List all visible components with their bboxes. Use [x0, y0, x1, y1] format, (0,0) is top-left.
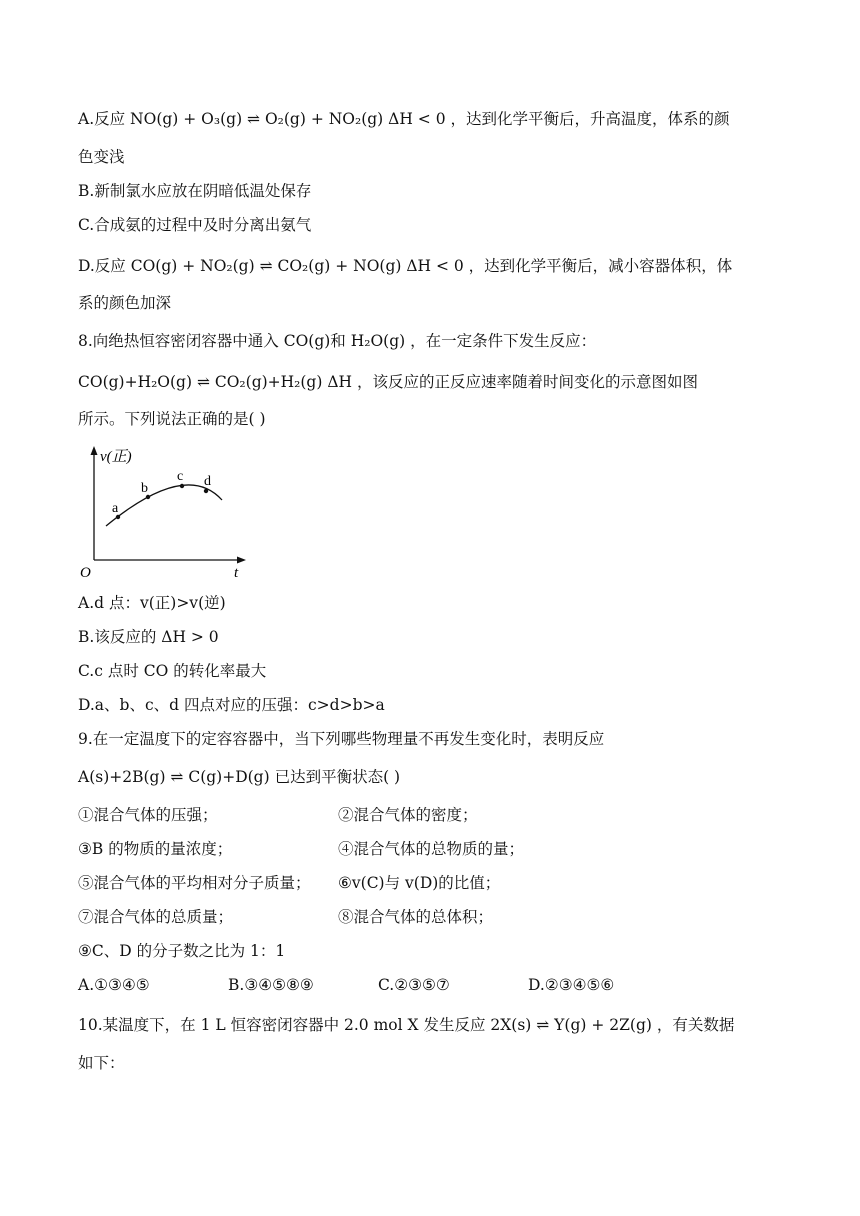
q9-item-3: ③B 的物质的量浓度；: [78, 840, 233, 858]
q8-option-c: C.c 点时 CO 的转化率最大: [78, 662, 267, 680]
q9-stem-line2: A(s)+2B(g) ⇌ C(g)+D(g) 已达到平衡状态( ): [78, 768, 401, 786]
q9-item-8: ⑧混合气体的总体积；: [338, 908, 494, 926]
q9-item-6: ⑥v(C)与 v(D)的比值；: [338, 874, 501, 892]
point-d: [204, 489, 208, 493]
label-b: b: [141, 481, 148, 496]
q10-stem-line2: 如下：: [78, 1054, 125, 1072]
q9-item-7: ⑦混合气体的总质量；: [78, 908, 234, 926]
q9-item-9: ⑨C、D 的分子数之比为 1：1: [78, 942, 286, 960]
x-axis-arrow: [237, 557, 246, 564]
q9-item-1: ①混合气体的压强；: [78, 806, 218, 824]
q7-option-a: A.反应 NO(g) + O₃(g) ⇌ O₂(g) + NO₂(g) ΔH < 0 ，达到化学平衡后，升高温度，体系的颜: [78, 110, 730, 128]
q9-item-4: ④混合气体的总物质的量；: [338, 840, 525, 858]
q9-option-c: C.②③⑤⑦: [378, 976, 450, 994]
label-d: d: [204, 474, 211, 489]
q8-option-d: D.a、b、c、d 四点对应的压强：c>d>b>a: [78, 696, 385, 714]
q7-option-d: D.反应 CO(g) + NO₂(g) ⇌ CO₂(g) + NO(g) ΔH < 0 ，达到化学平衡后，减小容器体积，体: [78, 257, 733, 275]
y-axis-label: v(正): [100, 449, 132, 465]
q8-stem-line3: 所示。下列说法正确的是( ): [78, 410, 266, 428]
q8-option-a: A.d 点：v(正)>v(逆): [78, 594, 226, 612]
q8-option-b: B.该反应的 ΔH > 0: [78, 628, 219, 646]
label-c: c: [177, 469, 184, 484]
q7-option-b: B.新制氯水应放在阴暗低温处保存: [78, 182, 312, 200]
q9-option-b: B.③④⑤⑧⑨: [228, 976, 314, 994]
q7-option-c: C.合成氨的过程中及时分离出氨气: [78, 216, 312, 234]
q8-stem-line1: 8.向绝热恒容密闭容器中通入 CO(g)和 H₂O(g) ，在一定条件下发生反应：: [78, 332, 597, 350]
q9-stem-line1: 9.在一定温度下的定容容器中，当下列哪些物理量不再发生变化时，表明反应: [78, 730, 605, 748]
q7-option-d-cont: 系的颜色加深: [78, 294, 172, 312]
q10-stem-line1: 10.某温度下，在 1 L 恒容密闭容器中 2.0 mol X 发生反应 2X(s) ⇌ Y(g) + 2Z(g) ，有关数据: [78, 1016, 735, 1034]
q9-option-a: A.①③④⑤: [78, 976, 150, 994]
q9-option-d: D.②③④⑤⑥: [528, 976, 615, 994]
y-axis-arrow: [91, 446, 98, 455]
origin-label: O: [80, 565, 91, 580]
q8-stem-line2: CO(g)+H₂O(g) ⇌ CO₂(g)+H₂(g) ΔH ，该反应的正反应速率随着时间变化的示意图如图: [78, 373, 698, 391]
x-axis-label: t: [234, 565, 239, 580]
q9-item-2: ②混合气体的密度；: [338, 806, 478, 824]
q9-item-5: ⑤混合气体的平均相对分子质量；: [78, 874, 311, 892]
q7-option-a-cont: 色变浅: [78, 148, 125, 166]
point-c: [180, 484, 184, 488]
rate-time-graph: [76, 440, 256, 580]
label-a: a: [112, 501, 119, 516]
rate-time-graph-svg: [76, 440, 256, 580]
